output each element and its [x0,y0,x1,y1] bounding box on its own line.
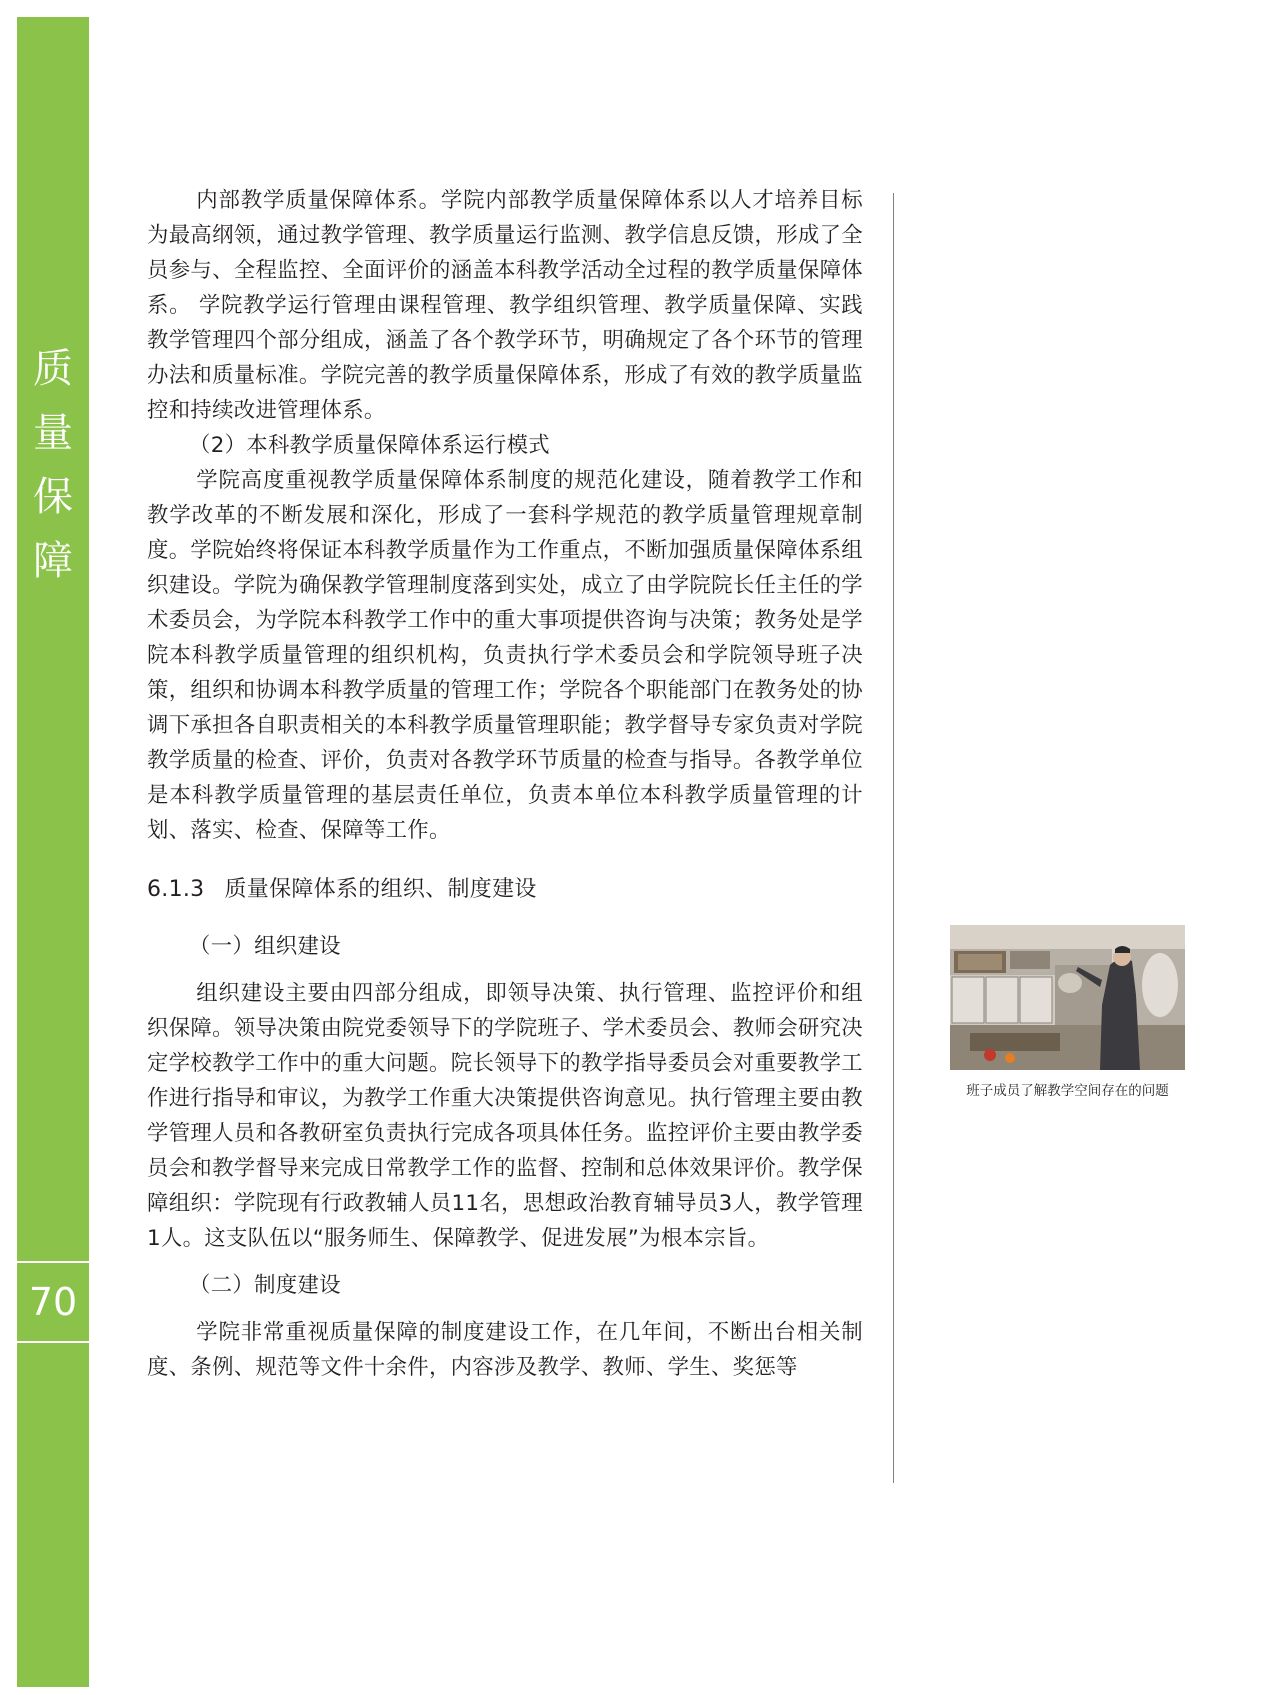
chapter-title-char: 障 [33,538,73,584]
studio-photo [950,925,1185,1070]
paragraph: 内部教学质量保障体系。学院内部教学质量保障体系以人才培养目标为最高纲领，通过教学管理、教学质量运行监测、教学信息反馈，形成了全员参与、全程监控、全面评价的涵盖本科教学活动全过程的教学质量保障体系。 学院教学运行管理由课程管理、教学组织管理、教学质量保障、实践教学管理四个部分组成，涵盖了各个教学环节，明确规定了各个环节的管理办法和质量标准。学院完善的教学质量保障体系，形成了有效的教学质量监控和持续改进管理体系。 [147,188,863,423]
section-heading [147,872,863,907]
chapter-title-vertical [17,337,89,593]
page-number: 70 [17,1261,89,1343]
photo-caption: 班子成员了解教学空间存在的问题 [966,1083,1169,1099]
subheading: （2）本科教学质量保障体系运行模式 [189,433,550,458]
sidebar-band [17,17,89,1687]
chapter-title-char: 量 [33,410,73,456]
subheading: （二）制度建设 [189,1273,341,1298]
chapter-title-char: 质 [33,346,73,392]
paragraph: 学院高度重视教学质量保障体系制度的规范化建设，随着教学工作和教学改革的不断发展和深化，形成了一套科学规范的教学质量管理规章制度。学院始终将保证本科教学质量作为工作重点，不断加强质量保障体系组织建设。学院为确保教学管理制度落到实处，成立了由学院院长任主任的学术委员会，为学院本科教学工作中的重大事项提供咨询与决策；教务处是学院本科教学质量管理的组织机构，负责执行学术委员会和学院领导班子决策，组织和协调本科教学质量的管理工作；学院各个职能部门在教务处的协调下承担各自职责相关的本科教学质量管理职能；教学督导专家负责对学院教学质量的检查、评价，负责对各教学环节质量的检查与指导。各教学单位是本科教学质量管理的基层责任单位，负责本单位本科教学质量管理的计划、落实、检查、保障等工作。 [147,468,863,843]
subheading: （一）组织建设 [189,934,341,959]
column-divider [893,193,894,1483]
chapter-title-char: 保 [33,474,73,520]
section-heading-text: 质量保障体系的组织、制度建设 [224,877,537,902]
paragraph: 组织建设主要由四部分组成，即领导决策、执行管理、监控评价和组织保障。领导决策由院党委领导下的学院班子、学术委员会、教师会研究决定学校教学工作中的重大问题。院长领导下的教学指导委员会对重要教学工作进行指导和审议，为教学工作重大决策提供咨询意见。执行管理主要由教学管理人员和各教研室负责执行完成各项具体任务。监控评价主要由教学委员会和教学督导来完成日常教学工作的监督、控制和总体效果评价。教学保障组织：学院现有行政教辅人员11名，思想政治教育辅导员3人，教学管理1人。这支队伍以“服务师生、保障教学、促进发展”为根本宗旨。 [147,981,863,1251]
paragraph: 学院非常重视质量保障的制度建设工作，在几年间，不断出台相关制度、条例、规范等文件十余件，内容涉及教学、教师、学生、奖惩等 [147,1320,863,1380]
section-number: 6.1.3 [147,877,205,902]
main-text-column [147,183,863,1385]
